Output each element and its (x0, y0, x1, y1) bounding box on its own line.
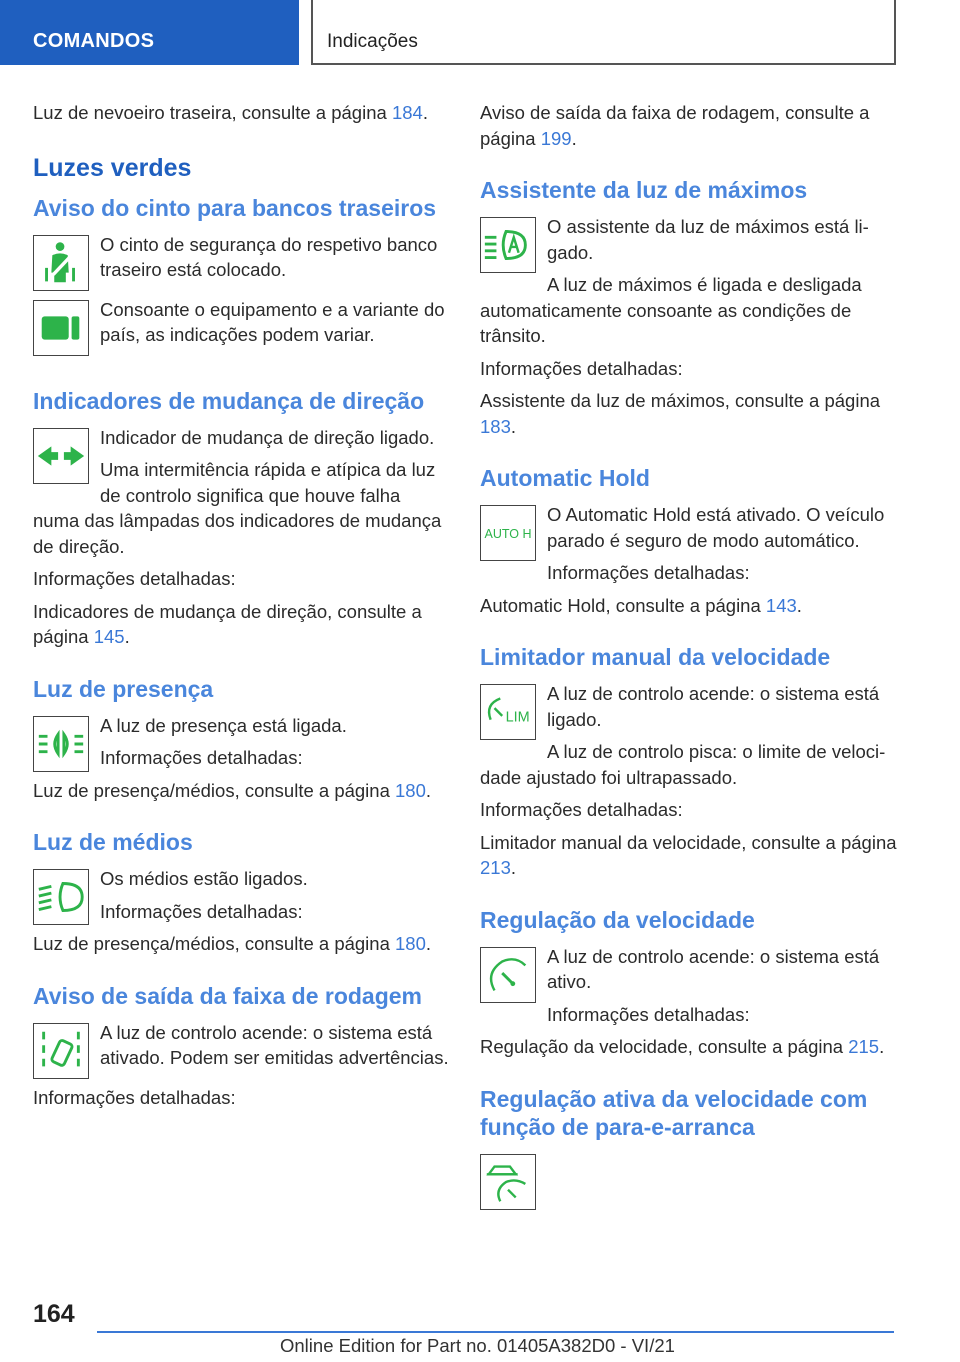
page-link-183[interactable]: 183 (480, 415, 511, 437)
lane-departure-text-1: A luz de controlo acende: o sistema está ativado. Podem ser emitidas advertências. (100, 1021, 449, 1068)
page-link-199[interactable]: 199 (540, 127, 572, 149)
low-beam-ref: Luz de presença/médios, consulte a página 180. (33, 933, 432, 954)
low-beam-text-2: Informações detalhadas: (100, 900, 303, 922)
fog-light-ref: Luz de nevoeiro traseira, consulte a página 184. (33, 102, 428, 123)
page-link-180-a[interactable]: 180 (395, 779, 426, 801)
speed-limiter-text-3: Informações detalhadas: (480, 799, 683, 820)
automatic-hold-text-1: O Automatic Hold está ativado. O veículo parado é seguro de modo automático. (547, 504, 885, 551)
svg-text:AUTO H: AUTO H (484, 526, 532, 541)
turn-signal-title: Indicadores de mudança de direção (33, 387, 425, 414)
turn-signal-text-1: Indicador de mudança de direção ligado. (100, 426, 435, 448)
page-link-143[interactable]: 143 (765, 594, 797, 616)
high-beam-assistant-title: Assistente da luz de máximos (480, 177, 808, 203)
parking-light-title: Luz de presença (33, 675, 214, 702)
seatbelt-text-2: Consoante o equipamento e a variante do país, as indicações podem variar. (100, 298, 445, 345)
automatic-hold-ref: Automatic Hold, consulte a página 143. (480, 594, 802, 616)
lane-departure-text-2: Informações detalhadas: (33, 1086, 236, 1108)
section-title-green-lights: Luzes verdes (33, 153, 192, 182)
automatic-hold-title: Automatic Hold (480, 465, 650, 491)
seatbelt-icon (33, 235, 89, 291)
header-subsection-tab (311, 0, 896, 65)
high-beam-ref: Assistente da luz de máximos, consulte a página 183. (480, 390, 881, 437)
parking-light-icon (33, 716, 89, 772)
page-number: 164 (33, 1300, 75, 1328)
lane-departure-icon (33, 1023, 89, 1079)
right-column (480, 100, 898, 1216)
page-link-215[interactable]: 215 (848, 1036, 880, 1057)
footer-edition: Online Edition for Part no. 01405A382D0 - VI/21 (280, 1335, 675, 1356)
turn-signal-text-3: Informações detalhadas: (33, 568, 236, 589)
lane-departure-ref: Aviso de saída da faixa de rodagem, consulte a página 199. (480, 102, 870, 149)
header-section-tab[interactable] (0, 0, 299, 65)
speed-limiter-title: Limitador manual da velocidade (480, 644, 831, 670)
turn-signal-text-2: Uma intermitência rápida e atípica da luz de controlo significa que houve falha numa das lâmpadas dos indicadores de mudança de direção. (33, 459, 442, 557)
parking-light-text-1: A luz de presença está ligada. (100, 714, 347, 736)
low-beam-text-1: Os médios estão ligados. (100, 868, 308, 889)
high-beam-assistant-icon (480, 217, 536, 273)
low-beam-title: Luz de médios (33, 829, 193, 855)
speed-limiter-text-2: A luz de controlo pisca: o limite de velocidade ajustado foi ultrapassado. (480, 741, 886, 788)
parking-light-ref: Luz de presença/médios, consulte a página 180. (33, 779, 432, 801)
left-column (33, 100, 451, 1117)
speed-limiter-text-1: A luz de controlo acende: o sistema está ligado. (547, 683, 880, 730)
seatbelt-text-1: O cinto de segurança do respetivo banco traseiro está colocado. (100, 233, 438, 280)
high-beam-text-1: O assistente da luz de máximos está ligado. (547, 216, 869, 263)
footer-divider (97, 1331, 894, 1333)
high-beam-text-3: Informações detalhadas: (480, 357, 683, 379)
header-subsection-label: Indicações (327, 31, 418, 52)
speed-limiter-icon (480, 684, 536, 740)
cruise-control-text-2: Informações detalhadas: (547, 1003, 750, 1025)
active-cruise-control-icon (480, 1154, 536, 1210)
cruise-control-title: Regulação da velocidade (480, 906, 755, 933)
lane-departure-title: Aviso de saída da faixa de rodagem (33, 982, 423, 1009)
automatic-hold-text-2: Informações detalhadas: (547, 562, 750, 583)
parking-light-text-2: Informações detalhadas: (100, 747, 303, 768)
cruise-control-icon (480, 947, 536, 1003)
page-link-180-b[interactable]: 180 (395, 933, 426, 954)
cruise-control-ref: Regulação da velocidade, consulte a página 215. (480, 1036, 885, 1057)
seatbelt-title: Aviso do cinto para bancos traseiros (33, 194, 437, 221)
turn-signal-arrows-icon (33, 428, 89, 484)
turn-signal-ref: Indicadores de mudança de direção, consulte a página 145. (33, 600, 422, 647)
high-beam-text-2: A luz de máximos é ligada e desligada automaticamente consoante as condições de trânsito. (480, 274, 862, 346)
page-link-213[interactable]: 213 (480, 857, 511, 878)
cruise-control-text-1: A luz de controlo acende: o sistema está ativo. (547, 945, 880, 992)
speed-limiter-ref: Limitador manual da velocidade, consulte a página 213. (480, 831, 897, 878)
page-link-184[interactable]: 184 (391, 102, 423, 123)
auto-hold-icon (480, 505, 536, 561)
active-cruise-control-title: Regulação ativa da velocidade com função de para-e-arranca (480, 1085, 868, 1140)
low-beam-icon (33, 869, 89, 925)
svg-text:LIM: LIM (505, 709, 530, 726)
page-link-145[interactable]: 145 (93, 626, 125, 647)
header-section-label: COMANDOS (33, 30, 155, 52)
rear-seat-indicator-icon (33, 300, 89, 356)
